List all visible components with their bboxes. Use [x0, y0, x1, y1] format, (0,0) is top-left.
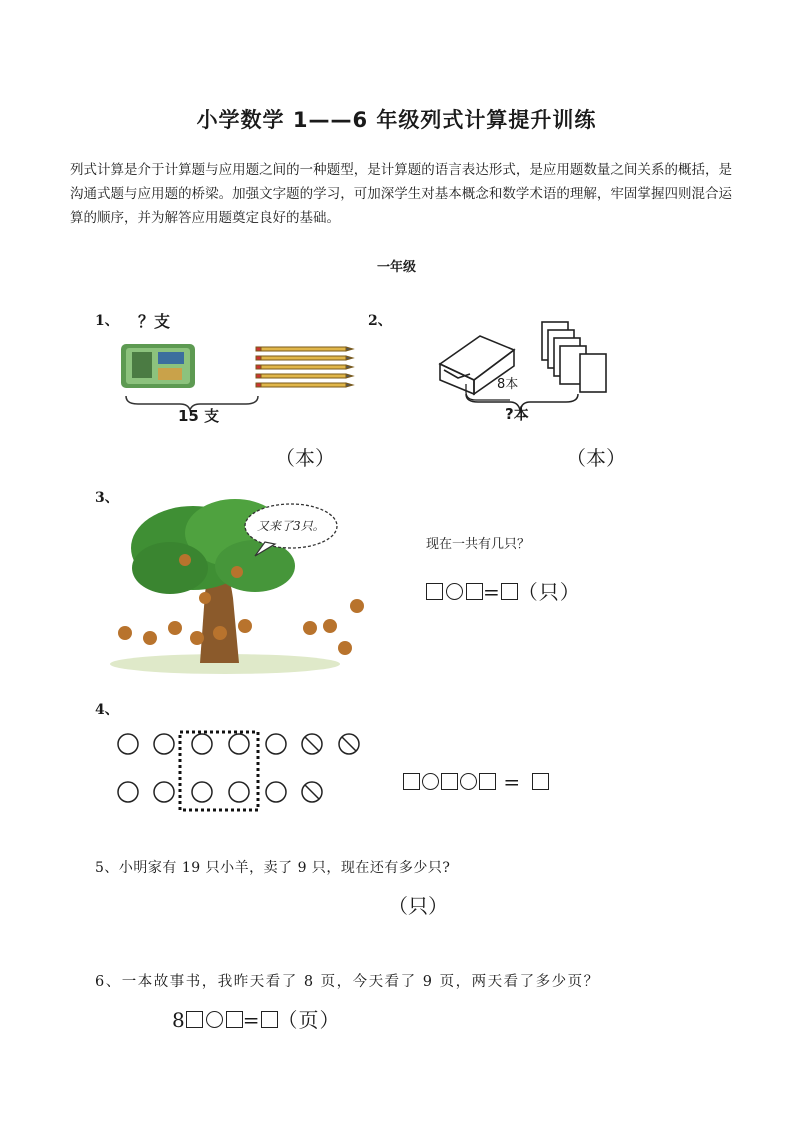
q3-equation: = （只） — [426, 576, 581, 605]
q6-answer-unit: （页） — [277, 1008, 341, 1032]
q3-number: 3、 — [95, 490, 119, 506]
grade-heading: 一年级 — [376, 260, 416, 275]
operator-circle[interactable] — [206, 1011, 223, 1028]
operator-circle[interactable] — [446, 583, 463, 600]
q3-question: 现在一共有几只？ — [426, 537, 531, 552]
answer-box[interactable] — [532, 773, 549, 790]
q6-question: 6、一本故事书，我昨天看了 8 页，今天看了 9 页，两天看了多少页？ — [95, 974, 600, 990]
answer-box[interactable] — [426, 583, 443, 600]
q2-number: 2、 — [368, 313, 392, 329]
q2-answer-unit: （本） — [566, 446, 626, 470]
q3-speech-bubble-text: 又来了3只。 — [257, 519, 325, 533]
q1-answer-unit: （本） — [275, 446, 335, 470]
answer-box[interactable] — [403, 773, 420, 790]
q1-figure — [118, 340, 363, 435]
answer-box[interactable] — [226, 1011, 243, 1028]
q6-equation: 8 = （页） — [172, 1008, 341, 1032]
q2-total-label: ?本 — [505, 405, 529, 423]
q2-part-label: 8本 — [497, 377, 519, 392]
answer-box[interactable] — [501, 583, 518, 600]
q1-total-label: 15 支 — [178, 407, 220, 425]
q1-number: 1、 — [95, 313, 119, 329]
answer-box[interactable] — [441, 773, 458, 790]
books-image — [542, 322, 606, 392]
pencil-box-image — [121, 344, 195, 388]
answer-box[interactable] — [466, 583, 483, 600]
q4-circles-figure — [112, 730, 372, 815]
answer-box[interactable] — [186, 1011, 203, 1028]
q3-answer-unit: （只） — [517, 580, 581, 604]
pencils — [256, 347, 353, 387]
intro-paragraph: 列式计算是介于计算题与应用题之间的一种题型，是计算题的语言表达形式，是应用题数量之间关系的概括，是沟通式题与应用题的桥梁。加强文字题的学习，可加深学生对基本概念和数学术语的理解，牢固掌握四则混合运算的顺序，并为解答应用题奠定良好的基础。 — [70, 162, 732, 226]
operator-circle[interactable] — [460, 773, 477, 790]
operator-circle[interactable] — [422, 773, 439, 790]
q3-monkey-tree-image — [105, 498, 400, 678]
q6-prefix-number: 8 — [172, 1008, 186, 1032]
q4-number: 4、 — [95, 702, 119, 718]
answer-box[interactable] — [261, 1011, 278, 1028]
answer-box[interactable] — [479, 773, 496, 790]
q4-equation: = — [403, 770, 549, 794]
q5-answer-unit: （只） — [388, 894, 448, 918]
page-title: 小学数学 1——6 年级列式计算提升训练 — [196, 108, 597, 132]
q1-question-label: ？支 — [138, 312, 171, 331]
q5-question: 5、小明家有 19 只小羊，卖了 9 只，现在还有多少只? — [95, 860, 451, 876]
